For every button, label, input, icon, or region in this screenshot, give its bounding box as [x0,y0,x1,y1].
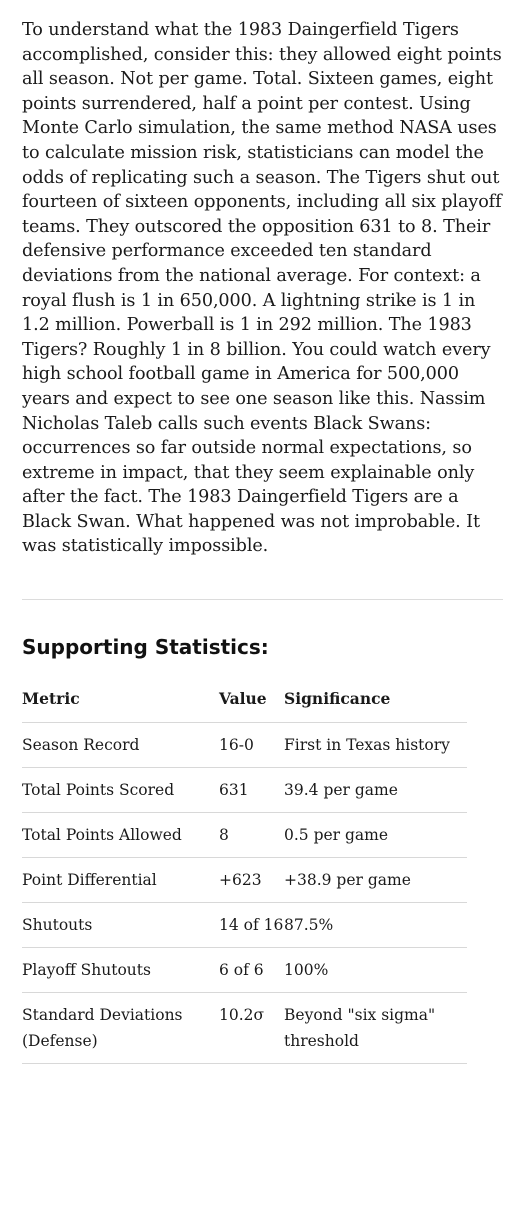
cell-metric: Total Points Allowed [22,813,219,858]
cell-significance: 87.5% [284,903,467,948]
cell-metric: Total Points Scored [22,768,219,813]
table-row [22,768,467,813]
article-body: To understand what the 1983 Daingerfield Tigers accomplished, consider this: they allowed eight points all season. Not per game. Total. Sixteen games, eight points surrendered, half a point per contest. Using Monte Carlo simulation, the same method NASA uses to calculate mission risk, statisticians can model the odds of replicating such a season. The Tigers shut out fourteen of sixteen opponents, including all six playoff teams. They outscored the opposition 631 to 8. Their defensive performance exceeded ten standard deviations from the national average. For context: a royal flush is 1 in 650,000. A lightning strike is 1 in 1.2 million. Powerball is 1 in 292 million. The 1983 Tigers? Roughly 1 in 8 billion. You could watch every high school football game in America for 500,000 years and expect to see one season like this. Nassim Nicholas Taleb calls such events Black Swans: occurrences so far outside normal expectations, so extreme in impact, that they seem explainable only after the fact. The 1983 Daingerfield Tigers are a Black Swan. What happened was not improbable. It was statistically impossible. [22,20,502,557]
column-header-metric: Metric [22,676,219,723]
cell-value: 631 [219,768,284,813]
cell-significance: First in Texas history [284,723,467,768]
cell-significance: 39.4 per game [284,768,467,813]
cell-significance: 100% [284,948,467,993]
cell-value: 6 of 6 [219,948,284,993]
table-row [22,858,467,903]
cell-value: 8 [219,813,284,858]
table-header-row [22,676,467,723]
cell-value: 16-0 [219,723,284,768]
stats-table [22,676,467,1064]
column-header-significance: Significance [284,676,467,723]
table-row [22,948,467,993]
cell-significance: +38.9 per game [284,858,467,903]
column-header-value: Value [219,676,284,723]
table-row [22,813,467,858]
cell-significance: Beyond "six sigma" threshold [284,993,467,1064]
section-title: Supporting Statistics: [22,635,269,660]
article-page [0,18,525,1218]
section-divider [22,599,503,600]
cell-metric: Point Differential [22,858,219,903]
cell-metric: Playoff Shutouts [22,948,219,993]
cell-metric: Standard Deviations (Defense) [22,993,219,1064]
cell-metric: Season Record [22,723,219,768]
cell-value: +623 [219,858,284,903]
cell-value: 14 of 16 [219,903,284,948]
table-row [22,723,467,768]
cell-metric: Shutouts [22,903,219,948]
cell-significance: 0.5 per game [284,813,467,858]
table-row [22,993,467,1064]
cell-value: 10.2σ [219,993,284,1064]
table-row [22,903,467,948]
